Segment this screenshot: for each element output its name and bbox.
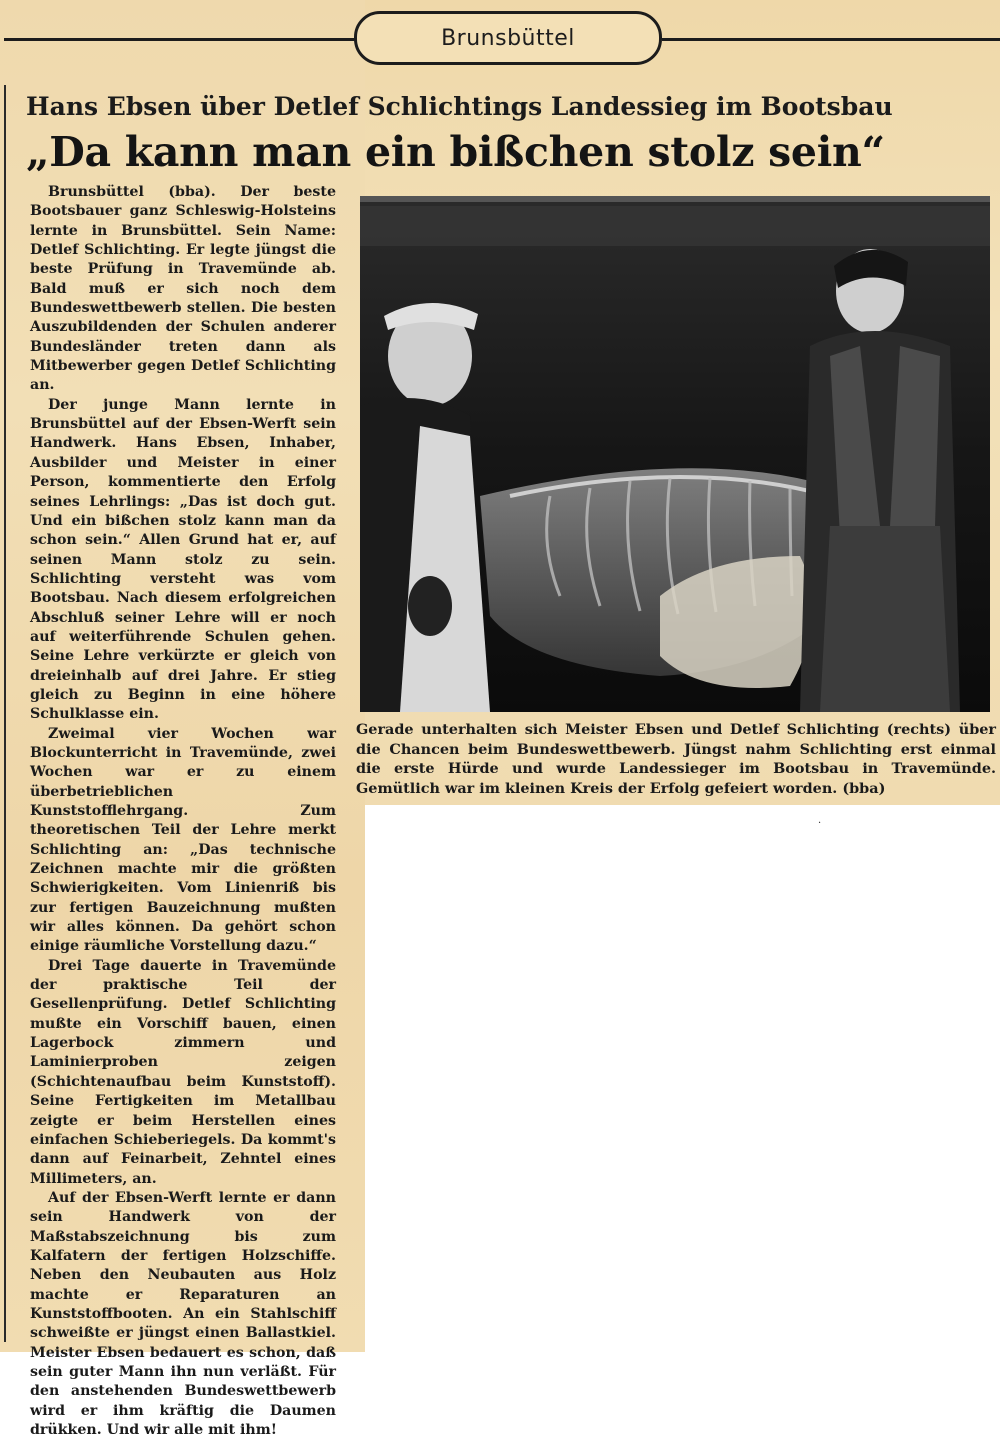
photo-illustration xyxy=(360,196,990,712)
header-rule-right xyxy=(662,38,1000,41)
article-paragraph: Zweimal vier Wochen war Blockunterricht in Travemünde, zwei Wochen war er zu einem überbetrieblichen Kunststofflehrgang. Zum theoretischen Teil der Lehre merkt Schlichting an: „Das technische Zeichnen machte mir die größten Schwierigkeiten. Vom Linienriß bis zur fertigen Bauzeichnung mußten wir alles können. Da gehört schon einige räumliche Vorstellung dazu.“ xyxy=(30,725,336,955)
paper-speck: · xyxy=(818,818,822,829)
news-photo xyxy=(360,196,990,712)
headline: „Da kann man ein bißchen stolz sein“ xyxy=(26,128,885,176)
article-paragraph: Drei Tage dauerte in Travemünde der praktische Teil der Gesellenprüfung. Detlef Schlichting mußte ein Vorschiff bauen, einen Lagerbock zimmern und Laminierproben zeigen (Schichtenaufbau beim Kunststoff). Seine Fertigkeiten im Metallbau zeigte er beim Herstellen eines einfachen Schieberiegels. Da kommt's dann auf Feinarbeit, Zehntel eines Millimeters, an. xyxy=(30,957,336,1187)
article-body xyxy=(30,183,336,1440)
section-badge xyxy=(354,11,662,65)
article-paragraph: Der junge Mann lernte in Brunsbüttel auf der Ebsen-Werft sein Handwerk. Hans Ebsen, Inhaber, Ausbilder und Meister in einer Person, kommentierte den Erfolg seines Lehrlings: „Das ist doch gut. Und ein bißchen stolz kann man da schon sein.“ Allen Grund hat er, auf seinen Mann stolz zu sein. Schlichting versteht was vom Bootsbau. Nach diesem erfolgreichen Abschluß seiner Lehre will er noch auf weiterführende Schulen gehen. Seine Lehre verkürzte er gleich von dreieinhalb auf drei Jahre. Er stieg gleich zu Beginn in eine höhere Schulklasse ein. xyxy=(30,396,336,723)
article-paragraph: Brunsbüttel (bba). Der beste Bootsbauer ganz Schleswig-Holsteins lernte in Brunsbüttel. Sein Name: Detlef Schlichting. Er legte jüngst die beste Prüfung in Travemünde ab. Bald muß er sich noch dem Bundeswettbewerb stellen. Die besten Auszubildenden der Schulen anderer Bundesländer treten dann als Mitbewerber gegen Detlef Schlichting an. xyxy=(30,184,336,394)
article-paragraph: Auf der Ebsen-Werft lernte er dann sein Handwerk von der Maßstabszeichnung bis zum Kalfatern der fertigen Holzschiffe. Neben den Neubauten aus Holz machte er Reparaturen an Kunststoffbooten. An ein Stahlschiff schweißte er jüngst einen Ballastkiel. Meister Ebsen bedauert es schon, daß sein guter Mann ihn nun verläßt. Für den anstehenden Bundeswettbewerb wird er ihm kräftig die Daumen drükken. Und wir alle mit ihm! xyxy=(30,1189,336,1438)
photo-caption: Gerade unterhalten sich Meister Ebsen und Detlef Schlichting (rechts) über die Chancen beim Bundeswettbewerb. Jüngst nahm Schlichting erst einmal die erste Hürde und wurde Landessieger im Bootsbau in Travemünde. Gemütlich war im kleinen Kreis der Erfolg gefeiert worden. (bba) xyxy=(356,721,996,797)
kicker-line: Hans Ebsen über Detlef Schlichtings Landessieg im Bootsbau xyxy=(26,92,893,121)
clipping-left-edge xyxy=(4,85,6,1342)
header-rule-left xyxy=(4,38,356,41)
section-label: Brunsbüttel xyxy=(441,25,575,51)
